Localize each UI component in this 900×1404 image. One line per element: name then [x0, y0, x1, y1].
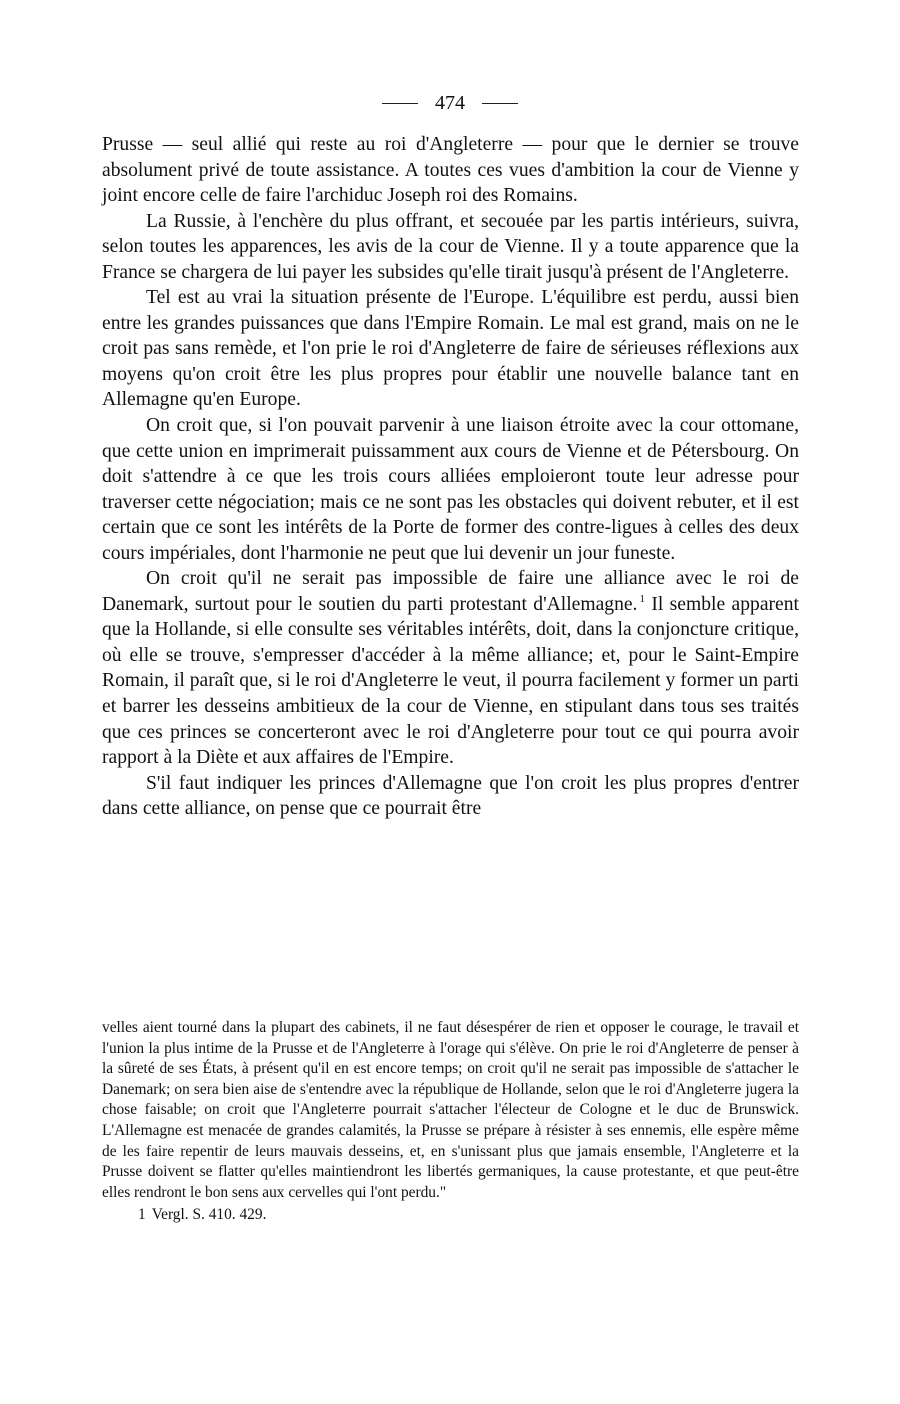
- footnote-reference: 1: [639, 593, 645, 606]
- page-header: [0, 88, 900, 117]
- paragraph-continued: Prusse — seul allié qui reste au roi d'Angleterre — pour que le dernier se trouve absolument privé de toute assistance. A toutes ces vues d'ambition la cour de Vienne y joint encore celle de faire l'archiduc Joseph roi des Romains.: [102, 134, 799, 207]
- footnote: [102, 1205, 799, 1226]
- page-number: 474: [435, 92, 465, 115]
- footnote-mark: 1: [138, 1206, 146, 1224]
- paragraph: La Russie, à l'enchère du plus offrant, et secouée par les partis intérieurs, suivra, selon toutes les apparences, les avis de la cour de Vienne. Il y a toute apparence que la France se chargera de lui payer les subsides qu'elle tirait jusqu'à présent de l'Angleterre.: [102, 210, 799, 283]
- paragraph: S'il faut indiquer les princes d'Allemagne que l'on croit les plus propres d'entrer dans cette alliance, on pense que ce pourrait être: [102, 772, 799, 820]
- footnotes: [102, 1018, 799, 1226]
- footnote-text: Vergl. S. 410. 429.: [151, 1206, 267, 1224]
- main-text: [102, 132, 799, 822]
- paragraph-text: On croit qu'il ne serait pas impossible de faire une alliance avec le roi de Danemark, surtout pour le soutien du parti protestant d'Allemagne.: [102, 568, 799, 615]
- header-rule-left: [382, 103, 418, 104]
- paragraph-text: Il semble apparent que la Hollande, si elle consulte ses véritables intérêts, doit, dans la conjoncture critique, où elle se trouve, s'empresser d'accéder à la même alliance; et, pour le Saint-Empire Romain, il paraît que, si le roi d'Angleterre le veut, il pourra facilement y former un parti et barrer les desseins ambitieux de la cour de Vienne, en stipulant dans tous ses traités que ces princes se concerteront avec le roi d'Angleterre pour tout ce qui pourra avoir rapport à la Diète et aux affaires de l'Empire.: [102, 593, 799, 769]
- paragraph: On croit que, si l'on pouvait parvenir à une liaison étroite avec la cour ottomane, que cette union en imprimerait puissamment aux cours de Vienne et de Pétersbourg. On doit s'attendre à ce que les trois cours alliées emploieront toute leur adresse pour traverser cette négociation; mais ce ne sont pas les obstacles qui doivent rebuter, et il est certain que ce sont les intérêts de la Porte de former des contre-ligues à celles des deux cours impériales, dont l'harmonie ne peut que lui devenir un jour funeste.: [102, 415, 799, 564]
- footnote-continuation: velles aient tourné dans la plupart des cabinets, il ne faut désespérer de rien et opposer le courage, le travail et l'union la plus intime de la Prusse et de l'Angleterre à l'orage qui s'élève. On prie le roi d'Angleterre de penser à la sûreté de ses États, à présent qu'il en est encore temps; on croit qu'il ne serait pas impossible de s'attacher le Danemark; on sera bien aise de s'entendre avec la république de Hollande, selon que le roi d'Angleterre jugera la chose faisable; on croit que l'Angleterre pourrait s'attacher l'électeur de Cologne et le duc de Brunswick. L'Allemagne est menacée de grandes calamités, la Prusse se prépare à résister à ses ennemis, elle espère même de les faire repentir de leurs mauvais desseins, et, en s'unissant plus que jamais ensemble, l'Angleterre et la Prusse doivent se flatter qu'elles maintiendront les libertés germaniques, la cause protestante, et que peut-être elles rendront le bon sens aux cervelles qui l'ont perdu.": [102, 1019, 799, 1201]
- paragraph: Tel est au vrai la situation présente de l'Europe. L'équilibre est perdu, aussi bien entre les grandes puissances que dans l'Empire Romain. Le mal est grand, mais on ne le croit pas sans remède, et l'on prie le roi d'Angleterre de faire de sérieuses réflexions aux moyens qu'on croit être les plus propres pour établir une nouvelle balance tant en Allemagne qu'en Europe.: [102, 287, 799, 411]
- paragraph-with-footnote-ref: [102, 566, 799, 770]
- header-rule-right: [482, 103, 518, 104]
